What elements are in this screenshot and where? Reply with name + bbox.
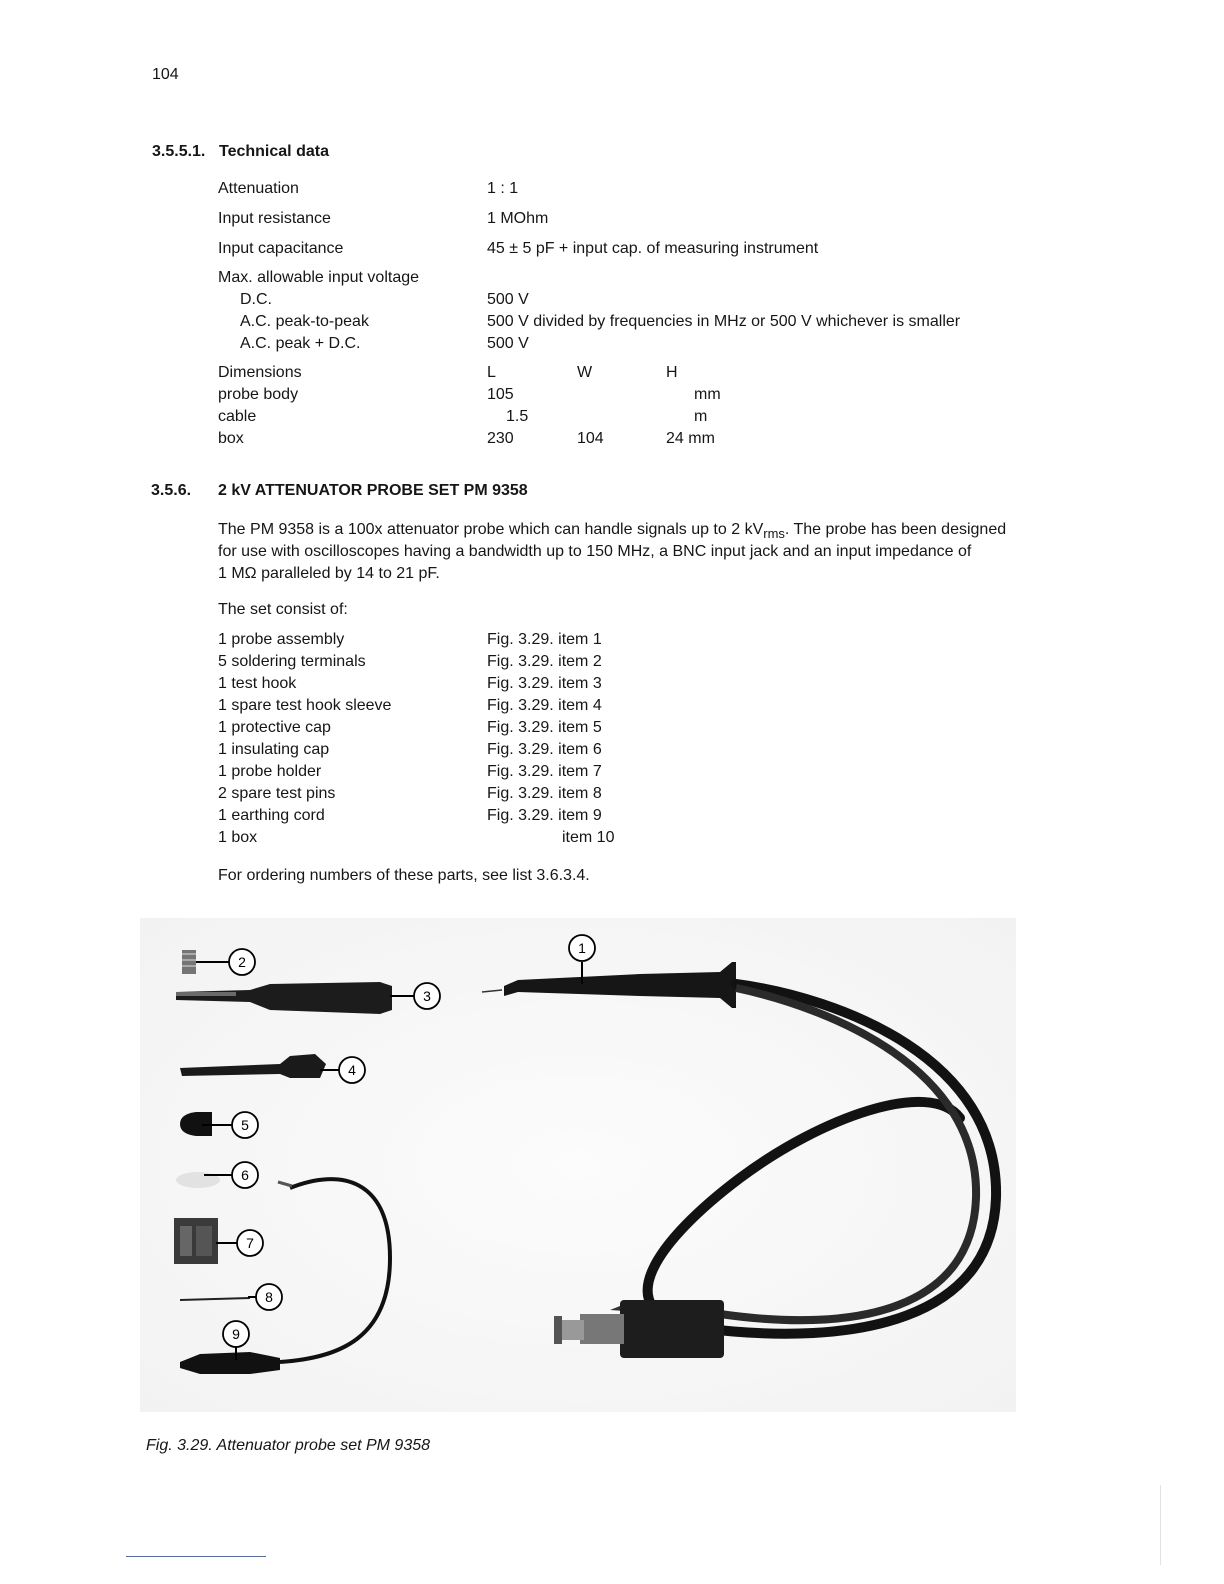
section-title-tech: Technical data [219, 143, 329, 160]
part-item-ref: Fig. 3.29. item 3 [487, 675, 602, 692]
part-item-name: 2 spare test pins [218, 785, 336, 802]
part-item-name: 1 test hook [218, 675, 297, 692]
probe-paragraph-line1 [218, 521, 1006, 541]
part-item-name: 1 insulating cap [218, 741, 330, 758]
resistance-label: Input resistance [218, 210, 331, 227]
part-item-name: 1 box [218, 829, 258, 846]
callout-5-label: 5 [241, 1117, 249, 1133]
dim-box-h: 24 mm [666, 430, 715, 447]
attenuation-label: Attenuation [218, 180, 299, 197]
part-item-name: 5 soldering terminals [218, 653, 366, 670]
part-item-ref: Fig. 3.29. item 2 [487, 653, 602, 670]
dim-probe-body-unit: mm [694, 386, 721, 403]
dim-cable-unit: m [694, 408, 708, 425]
scan-edge-line [1160, 1485, 1161, 1565]
footnote-rule [126, 1556, 266, 1557]
section-title-probe: 2 kV ATTENUATOR PROBE SET PM 9358 [218, 482, 528, 499]
dim-cable-label: cable [218, 408, 257, 425]
para-line1-a: The PM 9358 is a 100x attenuator probe which can handle signals up to 2 kV [218, 521, 764, 538]
capacitance-label: Input capacitance [218, 240, 344, 257]
set-intro: The set consist of: [218, 601, 348, 618]
part-item-ref: Fig. 3.29. item 7 [487, 763, 602, 780]
acdc-value: 500 V [487, 335, 529, 352]
callout-6-label: 6 [241, 1167, 249, 1183]
section-number-tech: 3.5.5.1. [152, 143, 206, 160]
dim-header-l: L [487, 364, 496, 381]
callout-9-label: 9 [232, 1326, 240, 1342]
callout-3-label: 3 [423, 988, 431, 1004]
part-item-name: 1 probe holder [218, 763, 322, 780]
part-item-ref: Fig. 3.29. item 4 [487, 697, 602, 714]
section-number-probe: 3.5.6. [151, 482, 192, 499]
callout-4-label: 4 [348, 1062, 356, 1078]
rms-subscript: rms [763, 526, 785, 542]
callout-8-label: 8 [265, 1289, 273, 1305]
max-voltage-label: Max. allowable input voltage [218, 269, 420, 286]
part-item-ref: Fig. 3.29. item 5 [487, 719, 602, 736]
probe-paragraph-line2: for use with oscilloscopes having a bandwidth up to 150 MHz, a BNC input jack and an input impedance of [218, 543, 972, 560]
soldering-terminals [182, 950, 196, 974]
dc-label: D.C. [240, 291, 272, 308]
part-item-ref: Fig. 3.29. item 8 [487, 785, 602, 802]
dim-header-w: W [577, 364, 593, 381]
dimensions-label: Dimensions [218, 364, 302, 381]
probe-paragraph-line3: 1 MΩ paralleled by 14 to 21 pF. [218, 565, 440, 582]
callout-1-label: 1 [578, 940, 586, 956]
dim-box-label: box [218, 430, 244, 447]
part-item-name: 1 protective cap [218, 719, 331, 736]
ordering-note: For ordering numbers of these parts, see list 3.6.3.4. [218, 867, 590, 884]
part-item-ref: Fig. 3.29. item 6 [487, 741, 602, 758]
dim-box-w: 104 [577, 430, 604, 447]
dim-header-h: H [666, 364, 678, 381]
part-item-name: 1 spare test hook sleeve [218, 697, 392, 714]
para-line1-b: . The probe has been designed [784, 521, 1007, 538]
capacitance-value: 45 ± 5 pF + input cap. of measuring instrument [487, 240, 819, 257]
probe-set-photo [140, 918, 1016, 1412]
page-number: 104 [152, 66, 179, 83]
part-item-ref: item 10 [562, 829, 615, 846]
dim-probe-body-l: 105 [487, 386, 514, 403]
acdc-label: A.C. peak + D.C. [240, 335, 361, 352]
acpp-label: A.C. peak-to-peak [240, 313, 369, 330]
acpp-value: 500 V divided by frequencies in MHz or 500 V whichever is smaller [487, 313, 961, 330]
callout-2-label: 2 [238, 954, 246, 970]
callout-7-label: 7 [246, 1235, 254, 1251]
dim-box-l: 230 [487, 430, 514, 447]
dim-cable-l: 1.5 [506, 408, 529, 425]
figure-caption: Fig. 3.29. Attenuator probe set PM 9358 [146, 1437, 431, 1454]
part-item-name: 1 probe assembly [218, 631, 345, 648]
attenuation-value: 1 : 1 [487, 180, 519, 197]
part-item-name: 1 earthing cord [218, 807, 325, 824]
part-item-ref: Fig. 3.29. item 1 [487, 631, 602, 648]
resistance-value: 1 MOhm [487, 210, 549, 227]
part-item-ref: Fig. 3.29. item 9 [487, 807, 602, 824]
probe-holder [174, 1218, 218, 1264]
dc-value: 500 V [487, 291, 529, 308]
dim-probe-body-label: probe body [218, 386, 299, 403]
